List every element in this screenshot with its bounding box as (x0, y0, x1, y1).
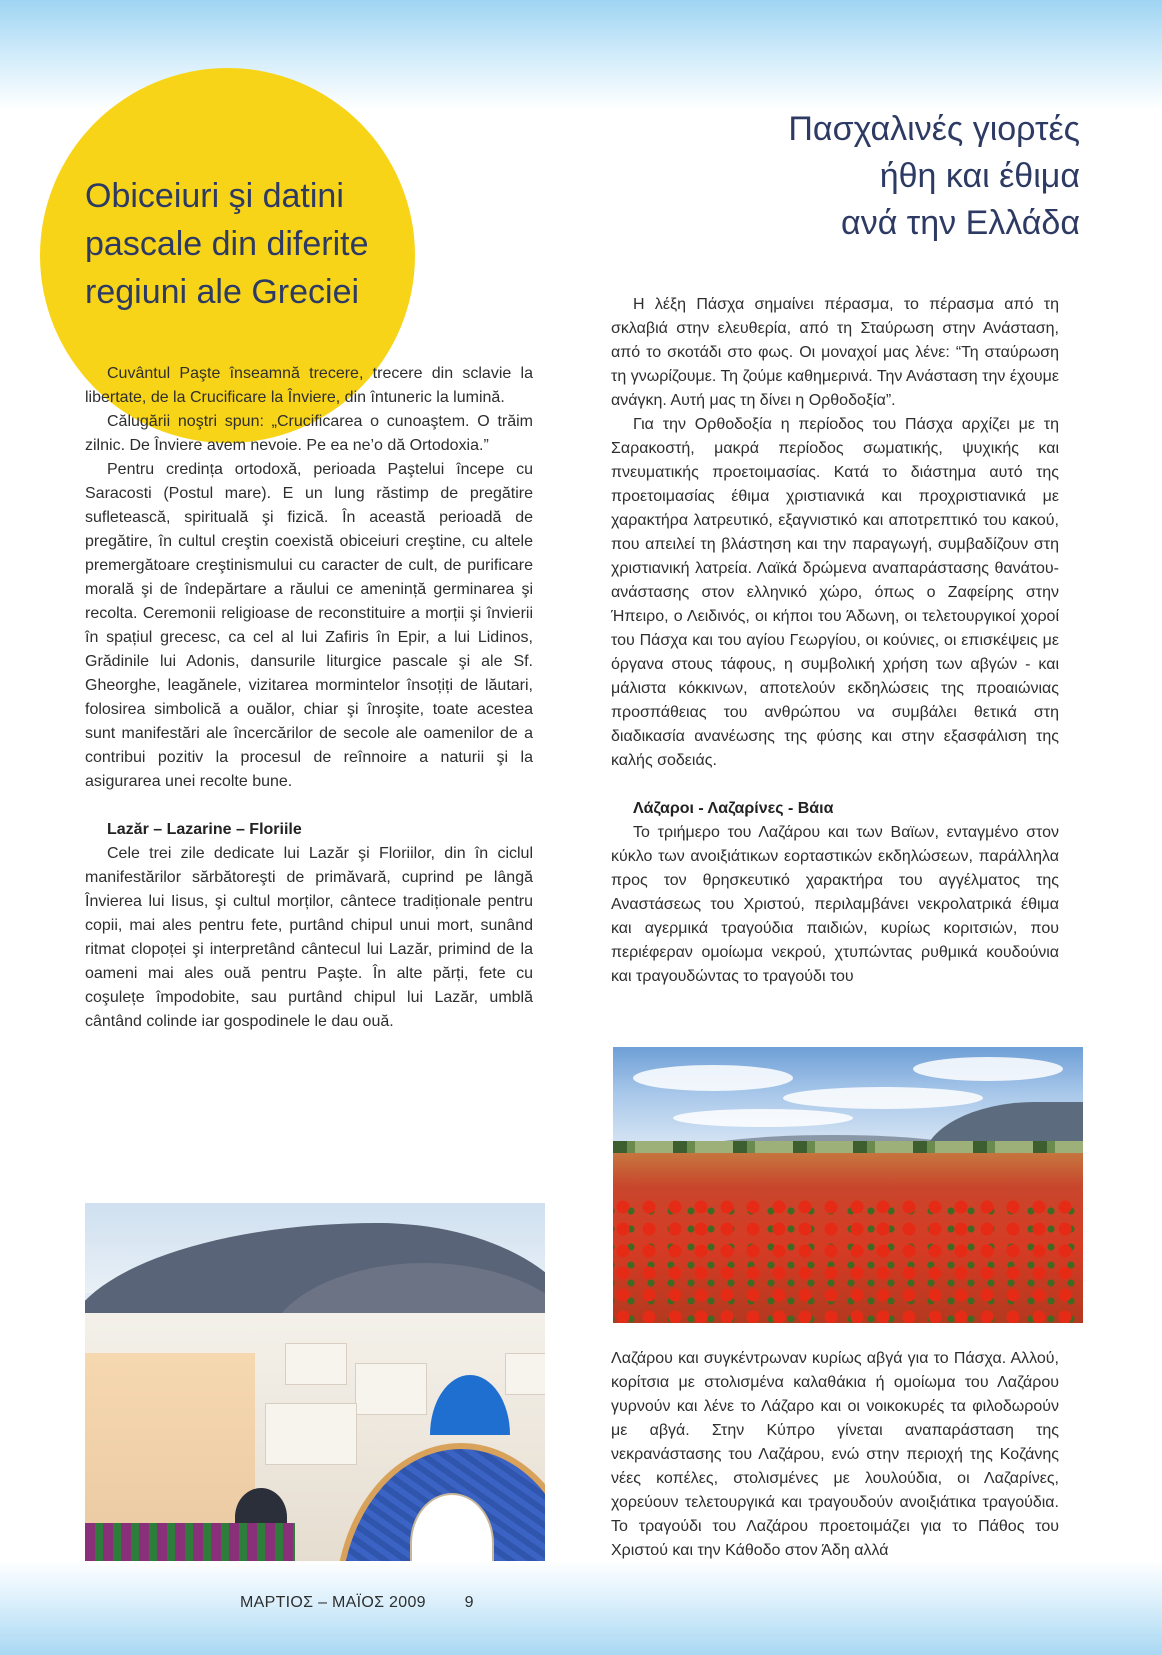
romanian-paragraph: Pentru credința ortodoxă, perioada Paştelui începe cu Saracosti (Postul mare). E un lung răstimp de pregătire sufletească, spirituală şi fizică. În această perioadă de pregătire, în cultul creştin coexistă obiceiuri creştine, cu altele premergătoare creştinismului cu caracter de cult, de purificare morală şi de îndepărtare a răului ce amenință germinarea şi recolta. Ceremonii religioase de reconstituire a morții şi învierii în spațiul grecesc, ca cel al lui Zafiris în Epir, a lui Lidinos, Grădinile lui Adonis, dansurile liturgice pascale şi ale Sf. Gheorghe, leagănele, vizitarea mormintelor însoțiți de lăutari, folosirea simbolică a ouălor, chiar şi înroşite, toate acestea sunt manifestări ale încercărilor de secole ale oamenilor de a contribui pozitiv la procesul de reînnoire a naturii şi la asigurarea unei recolte bune. (85, 461, 533, 790)
issue-date: ΜΑΡΤΙΟΣ – ΜΑΪΟΣ 2009 (240, 1594, 426, 1611)
romanian-paragraph: Cele trei zile dedicate lui Lazăr şi Floriilor, din în ciclul manifestărilor sărbătoreşti de primăvară, cuprind pe lângă Învierea lui Iisus, şi cultul morților, cântece tradiționale pentru copii, mai ales pentru fete, purtând chipul unui mort, sunând ritmat clopoței şi interpretând cântecul lui Lazăr, primind de la oameni mai ales ouă pentru Paşte. În alte părți, fete cu coşulețe împodobite, sau purtând chipul lui Lazăr, umblă cântând colinde iar gospodinele le dau ouă. (85, 845, 533, 1030)
greek-title-line: ήθη και έθιμα (879, 157, 1080, 195)
romanian-paragraph: Călugării noştri spun: „Crucificarea o cunoaştem. O trăim zilnic. De Înviere avem nevoie. Pe ea ne’o dă Ortodoxia.” (85, 413, 533, 454)
romanian-paragraph: Cuvântul Paşte înseamnă trecere, trecere din sclavie la libertate, de la Crucificare la Înviere, din întuneric la lumină. (85, 365, 533, 406)
greek-title-line: Πασχαλινές γιορτές (788, 110, 1080, 148)
romanian-title-line: Obiceiuri şi datini (85, 177, 344, 215)
romanian-column (85, 362, 533, 1034)
greek-paragraph: Η λέξη Πάσχα σημαίνει πέρασμα, το πέρασμα από τη σκλαβιά στην ελευθερία, από τη Σταύρωση στην Ανάσταση, από το σκοτάδι στο φως. Οι μοναχοί μας λένε: “Τη σταύρωση τη γνωρίζουμε. Τη ζούμε καθημερινά. Την Ανάσταση την έχουμε ανάγκη. Αυτή μας τη δίνει η Ορθοδοξία”. (611, 296, 1059, 409)
greek-column-top (611, 293, 1059, 989)
greek-paragraph: Λαζάρου και συγκέντρωναν κυρίως αβγά για το Πάσχα. Αλλού, κορίτσια με στολισμένα καλαθάκια ή ομοίωμα του Λαζάρου γυρνούν και λένε το Λάζαρο και οι νοικοκυρές τα φιλοδωρούν με αβγά. Στην Κύπρο γίνεται αναπαράσταση της νεκρανάστασης του Λαζάρου, ενώ στην περιοχή της Κοζάνης νέες κοπέλες, στολισμένες με λουλούδια, οι Λαζαρίνες, χορεύουν τελετουργικά και τραγουδούν ανοιξιάτικα τραγούδια. Το τραγούδι του Λαζάρου προετοιμάζει για το Πάθος του Χριστού και την Κάθοδο στον Άδη αλλά (611, 1350, 1059, 1559)
greek-paragraph: Για την Ορθοδοξία η περίοδος του Πάσχα αρχίζει με τη Σαρακοστή, μακρά περίοδος σωματικής, ψυχικής και πνευματικής προετοιμασίας. Κατά το διάστημα αυτό της προετοιμασίας έθιμα χριστιανικά και προχριστιανικά με χαρακτήρα λατρευτικό, εξαγνιστικό και αποτρεπτικό του κακού, που απειλεί τη βλάστηση και την παραγωγή, συμβαδίζουν στη χριστιανική λατρεία. Λαϊκά δρώμενα αναπαράστασης θανάτου-ανάστασης στον ελληνικό χώρο, όπως ο Ζαφείρης στην Ήπειρο, ο Λειδινός, οι κήποι του Άδωνη, οι τελετουργικοί χοροί του Πάσχα και του αγίου Γεωργίου, οι κούνιες, οι επισκέψεις με όργανα στους τάφους, η συμβολική χρήση των αβγών - και μάλιστα κόκκινων, αποτελούν εκδηλώσεις της προαιώνιας προσπάθειας του ανθρώπου να συμβάλει θετικά στη διαδικασία ανανέωσης της φύσης και στην εξασφάλιση της καλής σοδειάς. (611, 416, 1059, 769)
santorini-village-photo (85, 1203, 545, 1561)
bottom-sky-band (0, 1560, 1162, 1655)
poppy-field-photo (613, 1047, 1083, 1323)
greek-title (640, 106, 1080, 247)
romanian-subheading: Lazăr – Lazarine – Floriile (107, 821, 302, 838)
romanian-title-line: regiuni ale Greciei (85, 273, 360, 311)
page-footer (240, 1594, 540, 1612)
greek-paragraph: Το τριήμερο του Λαζάρου και των Βαϊων, ενταγμένο στον κύκλο των ανοιξιάτικων εορταστικών εκδηλώσεων, παράλληλα προς τον θρησκευτικό χαρακτήρα του αγγέλματος της Αναστάσεως του Χριστού, περιλαμβάνει νεκρολατρικά έθιμα και αγερμικά τραγούδια παιδιών, κυρίως κοριτσιών, που περιέφεραν ομοίωμα νεκρού, χτυπώντας ρυθμικά κουδούνια και τραγουδώντας το τραγούδι του (611, 824, 1059, 985)
greek-title-line: ανά την Ελλάδα (841, 204, 1080, 242)
page-number: 9 (464, 1594, 474, 1611)
romanian-title-line: pascale din diferite (85, 225, 369, 263)
greek-column-bottom (611, 1347, 1059, 1563)
romanian-title (85, 172, 445, 316)
greek-subheading: Λάζαροι - Λαζαρίνες - Βάια (633, 800, 834, 817)
